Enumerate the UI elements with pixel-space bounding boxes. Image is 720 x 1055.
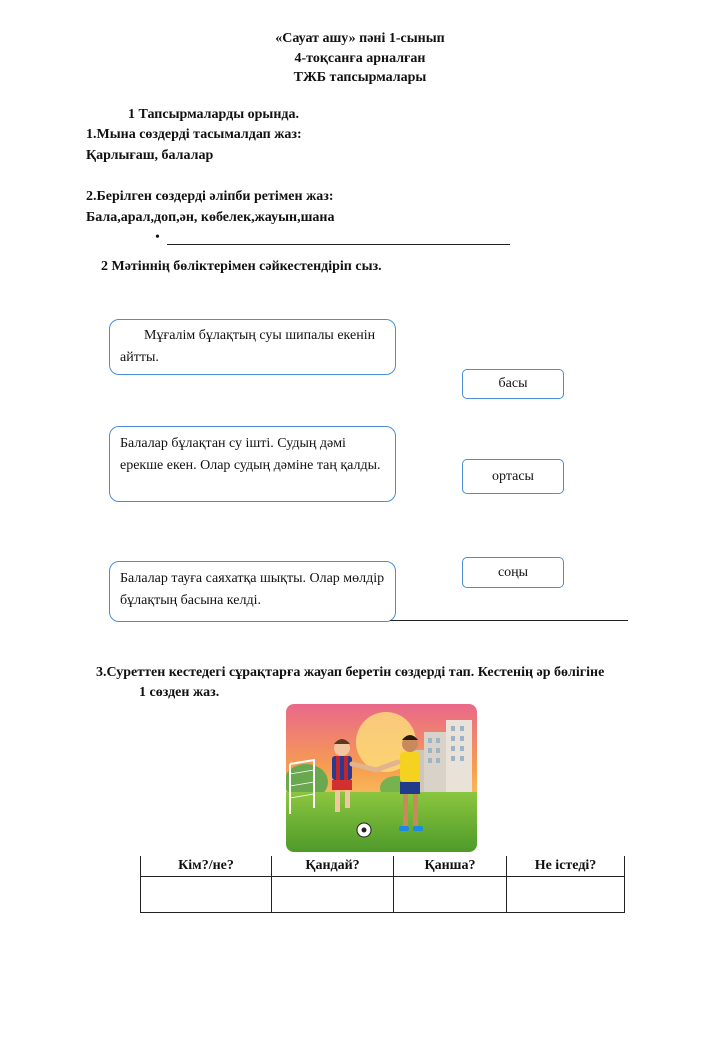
task1-question-2: 2.Берілген сөздерді әліпби ретімен жаз: [86, 189, 334, 204]
header-line-1: «Сауат ашу» пәні 1-сынып [275, 31, 445, 46]
task1-question-1: 1.Мына сөздерді тасымалдап жаз: [86, 127, 302, 142]
text-box-3: Балалар тауға саяхатқа шықты. Олар мөлдір бұлақтың басына келді. [109, 561, 396, 622]
col-kim-ne: Кім?/не? [141, 856, 272, 877]
task1-words-1: Қарлығаш, балалар [86, 148, 214, 163]
label-basy: басы [462, 369, 564, 399]
text-box-1: Мұғалім бұлақтың суы шипалы екенін айтты. [109, 319, 396, 375]
answer-line [167, 244, 510, 245]
answer-cell-2[interactable] [272, 877, 394, 913]
col-qanday: Қандай? [272, 856, 394, 877]
answer-cell-4[interactable] [507, 877, 625, 913]
col-qansha: Қанша? [394, 856, 507, 877]
boys-football-illustration [286, 704, 477, 852]
task1-title: 1 Тапсырмаларды орында. [128, 107, 299, 122]
answer-cell-1[interactable] [141, 877, 272, 913]
task3-title-line-1: 3.Суреттен кестедегі сұрақтарға жауап беретін сөздерді тап. Кестенің әр бөлігіне [96, 665, 605, 680]
header-line-2: 4-тоқсанға арналған [294, 51, 426, 66]
answer-cell-3[interactable] [394, 877, 507, 913]
text-box-2: Балалар бұлақтан су ішті. Судың дәмі ерекше екен. Олар судың дәміне таң қалды. [109, 426, 396, 502]
task3-title-line-2: 1 сөзден жаз. [139, 685, 220, 700]
task1-words-2: Бала,арал,доп,ән, көбелек,жауын,шана [86, 210, 335, 225]
answer-table [140, 856, 625, 913]
header-line-3: ТЖБ тапсырмалары [293, 70, 427, 85]
task2-title: 2 Мәтіннің бөліктерімен сәйкестендіріп сыз. [101, 259, 382, 274]
label-sony: соңы [462, 557, 564, 588]
underline [390, 620, 628, 621]
col-ne-istedi: Не істеді? [507, 856, 625, 877]
bullet: • [155, 230, 160, 245]
label-ortasy: ортасы [462, 459, 564, 494]
